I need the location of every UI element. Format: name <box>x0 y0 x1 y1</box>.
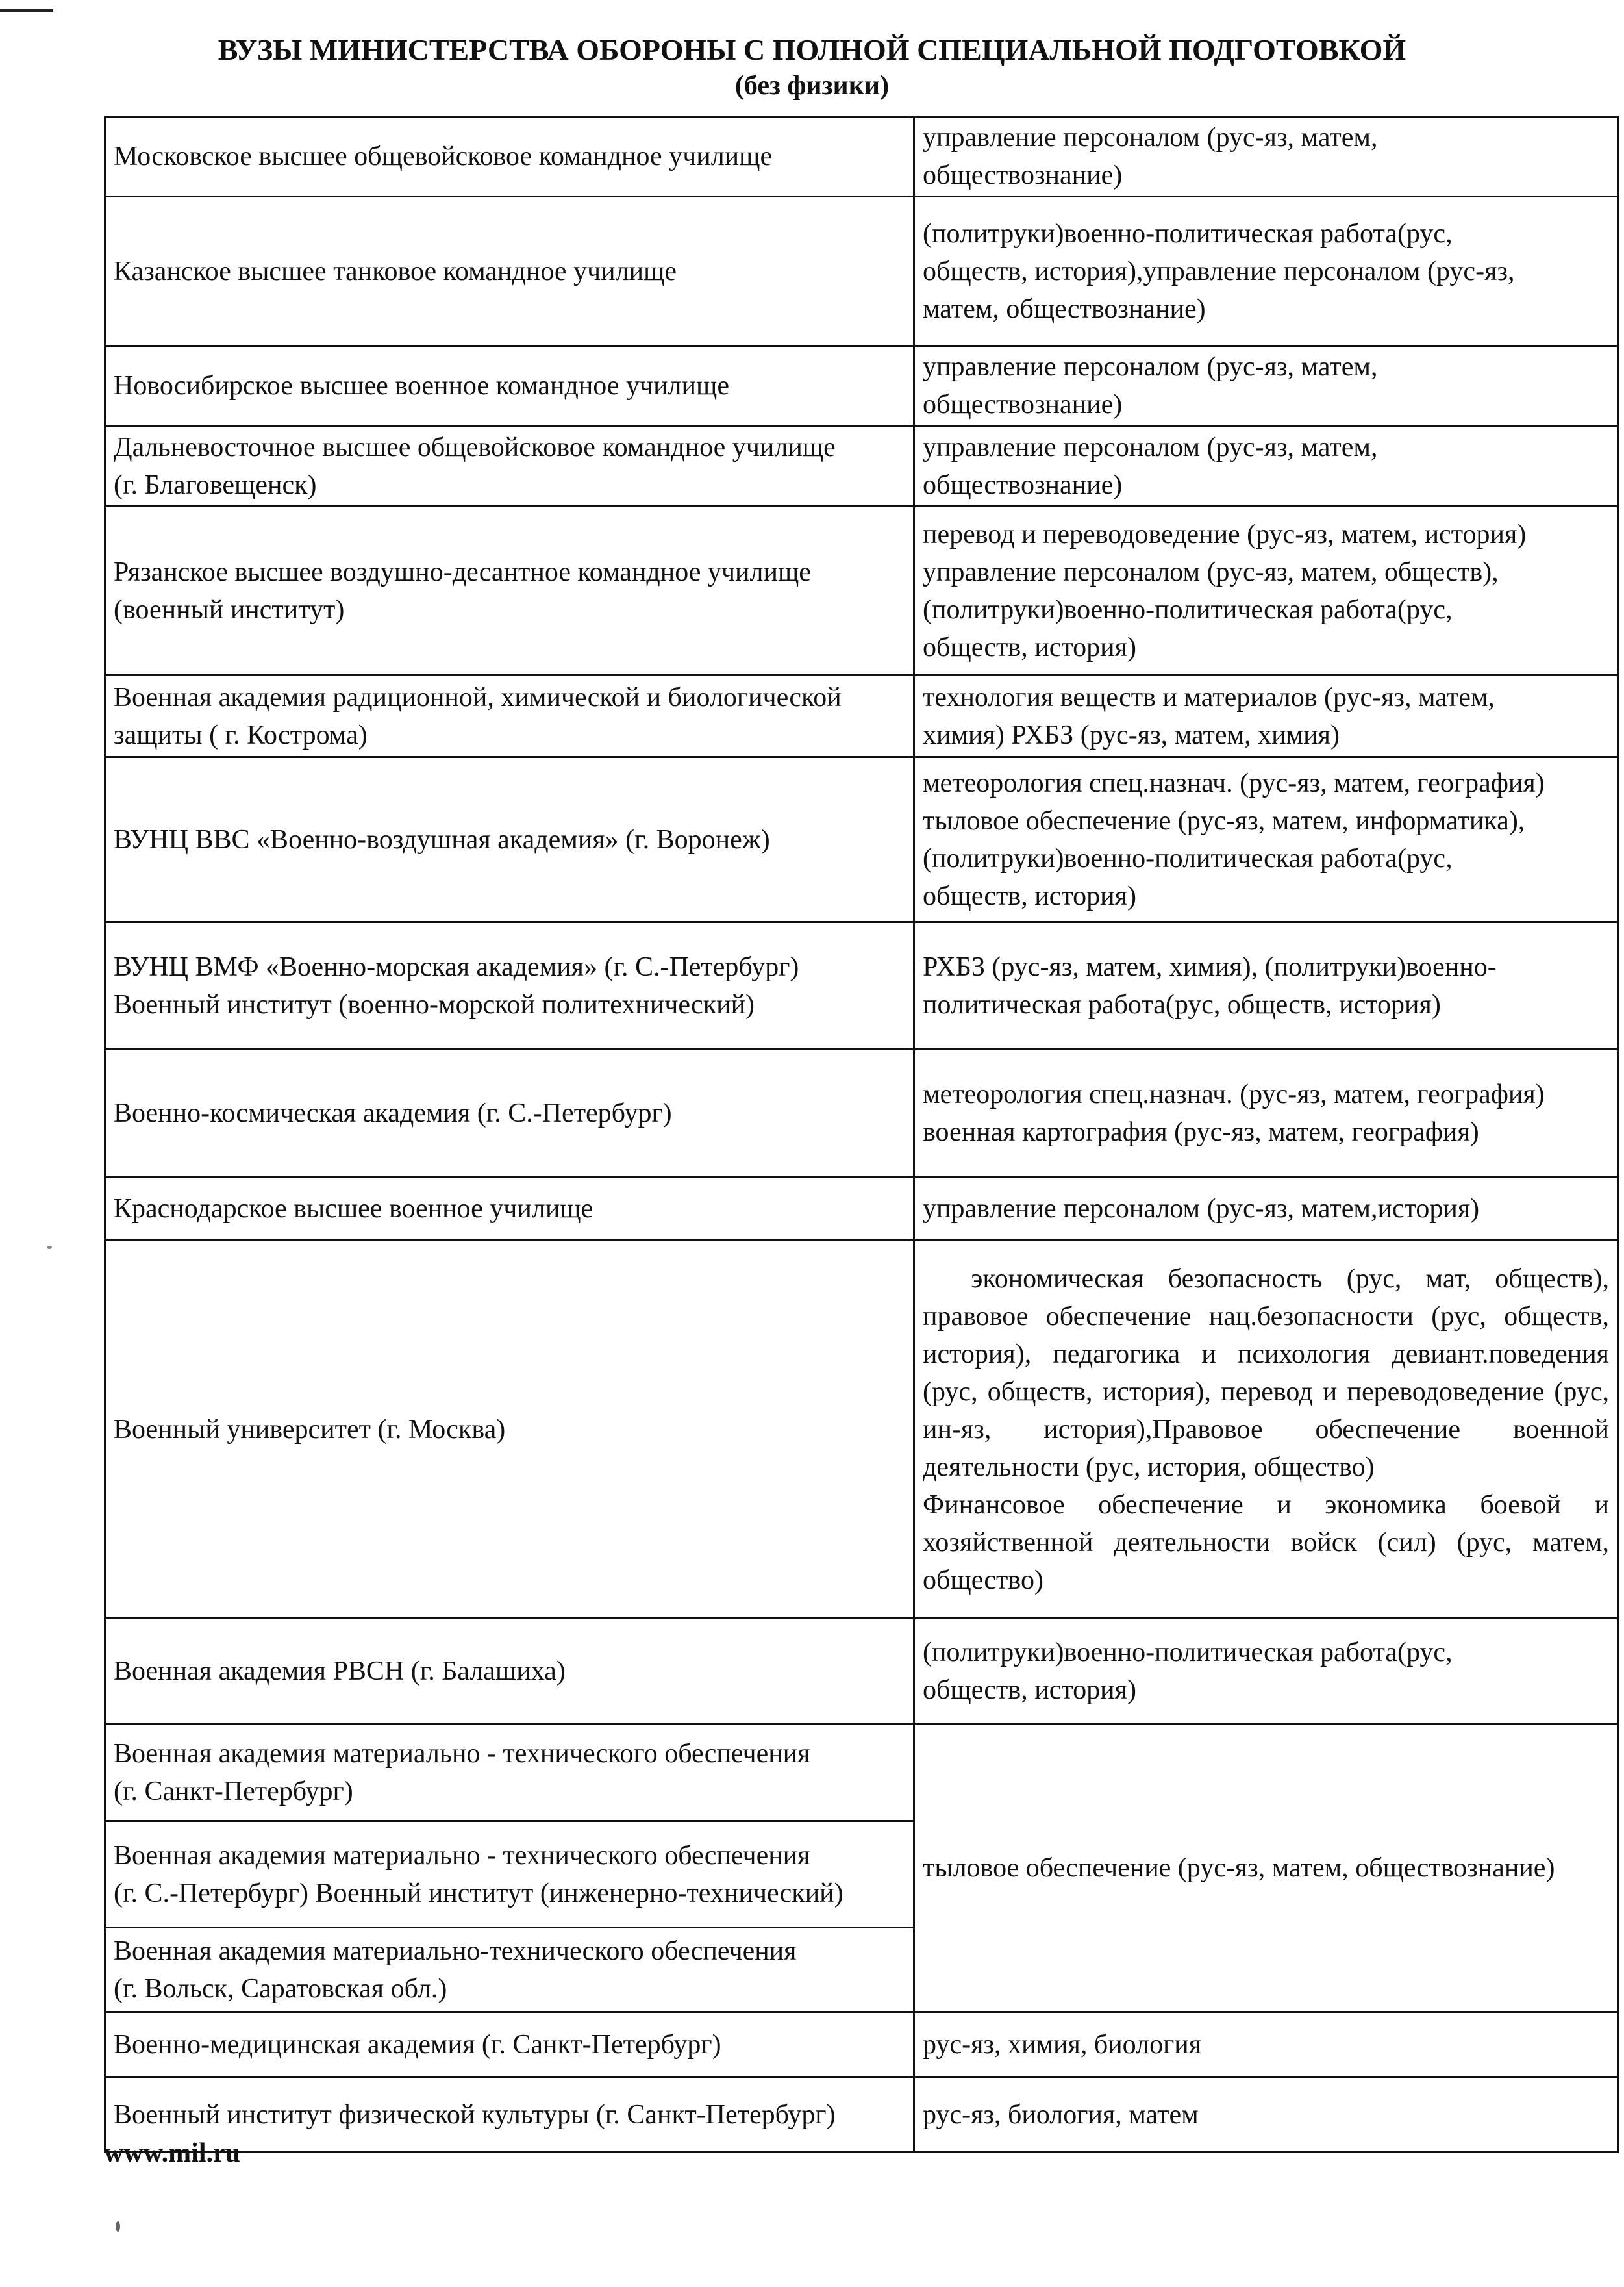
specialty-line: управление персоналом (рус-яз, матем, <box>923 432 1378 462</box>
university-cell <box>105 197 914 346</box>
specialties-cell <box>914 1050 1618 1177</box>
table-row <box>105 1241 1618 1619</box>
table-row <box>105 2077 1618 2153</box>
specialties-cell <box>914 2012 1618 2077</box>
table-row <box>105 507 1618 676</box>
table-row <box>105 676 1618 757</box>
university-cell <box>105 1724 914 1821</box>
specialty-line: политическая работа(рус, обществ, история) <box>923 989 1441 1020</box>
university-name: Военная академия материально-технического обеспечения <box>114 1936 797 1966</box>
specialties-cell-merged <box>914 1724 1618 2012</box>
specialty-line: управление персоналом (рус-яз, матем, <box>923 123 1378 153</box>
university-name: Военный институт физической культуры (г. Санкт-Петербург) <box>114 2099 836 2130</box>
university-name: Военный институт (военно-морской политехнический) <box>114 989 755 1020</box>
specialty-line: обществ, история),управление персоналом (рус-яз, <box>923 256 1515 286</box>
table-row <box>105 346 1618 426</box>
university-cell <box>105 426 914 507</box>
university-cell <box>105 1241 914 1619</box>
university-cell <box>105 117 914 197</box>
specialty-line: метеорология спец.назнач. (рус-яз, матем, география) <box>923 768 1545 798</box>
specialties-cell <box>914 197 1618 346</box>
university-name: Военно-космическая академия (г. С.-Петербург) <box>114 1098 672 1128</box>
university-name: Рязанское высшее воздушно-десантное командное училище <box>114 557 811 587</box>
specialty-line: обществознание) <box>923 160 1123 190</box>
university-cell <box>105 1619 914 1724</box>
specialty-line: химия) РХБЗ (рус-яз, матем, химия) <box>923 720 1340 750</box>
university-name: Краснодарское высшее военное училище <box>114 1193 593 1224</box>
university-cell <box>105 1928 914 2012</box>
specialty-line: управление персоналом (рус-яз, матем, обществ), <box>923 557 1499 587</box>
specialty-line: военная картография (рус-яз, матем, география) <box>923 1117 1479 1147</box>
university-city: (г. С.-Петербург) Военный институт (инженерно-технический) <box>114 1878 843 1908</box>
specialty-line: управление персоналом (рус-яз, матем, <box>923 352 1378 382</box>
specialties-cell <box>914 1619 1618 1724</box>
university-city: (военный институт) <box>114 594 345 625</box>
specialty-line: метеорология спец.назнач. (рус-яз, матем, география) <box>923 1079 1545 1109</box>
university-name: Военно-медицинская академия (г. Санкт-Петербург) <box>114 2029 721 2060</box>
university-name: Московское высшее общевойсковое командное училище <box>114 142 773 171</box>
university-name: Военная академия материально - технического обеспечения <box>114 1840 810 1871</box>
table-row <box>105 1050 1618 1177</box>
university-cell <box>105 507 914 676</box>
table-row <box>105 426 1618 507</box>
specialty-line: управление персоналом (рус-яз, матем,история) <box>923 1193 1480 1224</box>
university-name: Дальневосточное высшее общевойсковое командное училище <box>114 432 836 462</box>
table-row <box>105 1724 1618 1821</box>
page-title: ВУЗЫ МИНИСТЕРСТВА ОБОРОНЫ С ПОЛНОЙ СПЕЦИАЛЬНОЙ ПОДГОТОВКОЙ <box>218 33 1406 66</box>
specialties-cell <box>914 507 1618 676</box>
table-row <box>105 757 1618 922</box>
university-name: Военный университет (г. Москва) <box>114 1414 506 1445</box>
specialty-line: (политруки)военно-политическая работа(рус, <box>923 594 1453 625</box>
scan-speck <box>116 2221 120 2232</box>
university-cell <box>105 676 914 757</box>
specialty-line: матем, обществознание) <box>923 294 1206 324</box>
university-name: Казанское высшее танковое командное училище <box>114 256 677 286</box>
specialty-line: РХБЗ (рус-яз, матем, химия), (политруки)военно- <box>923 952 1497 982</box>
specialty-line: рус-яз, биология, матем <box>923 2099 1199 2130</box>
table-row <box>105 197 1618 346</box>
specialties-cell <box>914 426 1618 507</box>
university-cell <box>105 1177 914 1241</box>
specialty-line: (политруки)военно-политическая работа(рус, <box>923 1637 1453 1667</box>
specialty-line: обществ, история) <box>923 1674 1136 1705</box>
university-name: Военная академия РВСН (г. Балашиха) <box>114 1656 566 1686</box>
specialty-line: технология веществ и материалов (рус-яз, матем, <box>923 682 1495 713</box>
page-subtitle: (без физики) <box>734 71 890 101</box>
university-name: Новосибирское высшее военное командное училище <box>114 371 729 401</box>
university-name: ВУНЦ ВМФ «Военно-морская академия» (г. С.-Петербург) <box>114 952 799 982</box>
university-name: Военная академия радиционной, химической и биологической <box>114 682 842 713</box>
specialties-cell <box>914 757 1618 922</box>
specialties-cell <box>914 676 1618 757</box>
table-row <box>105 117 1618 197</box>
specialty-line: обществ, история) <box>923 632 1136 663</box>
table-row <box>105 922 1618 1050</box>
specialties-cell <box>914 346 1618 426</box>
specialty-line: рус-яз, химия, биология <box>923 2029 1202 2060</box>
specialties-cell <box>914 922 1618 1050</box>
university-city: (г. Санкт-Петербург) <box>114 1776 353 1806</box>
specialty-line: перевод и переводоведение (рус-яз, матем, история) <box>923 519 1527 550</box>
university-cell <box>105 346 914 426</box>
university-cell <box>105 757 914 922</box>
university-cell <box>105 1050 914 1177</box>
table-row <box>105 2012 1618 2077</box>
university-city: (г. Вольск, Саратовская обл.) <box>114 1973 447 2004</box>
university-cell <box>105 2012 914 2077</box>
footer-url: www.mil.ru <box>104 2138 240 2168</box>
specialty-paragraph: экономическая безопасность (рус, мат, обществ), правовое обеспечение нац.безопасности (рус, обществ, история), педагогика и психология девиант.поведения (рус, обществ, история), перевод и переводоведение (рус, ин-яз, история),Правовое обеспечение военной деятельности (рус, история, общество) <box>923 1263 1616 1482</box>
specialties-cell <box>914 117 1618 197</box>
table-row <box>105 1177 1618 1241</box>
specialty-line: (политруки)военно-политическая работа(рус, <box>923 843 1453 874</box>
specialty-line: обществ, история) <box>923 881 1136 911</box>
specialties-cell <box>914 2077 1618 2153</box>
specialty-line: тыловое обеспечение (рус-яз, матем, обществознание) <box>923 1852 1555 1883</box>
scan-edge-mark <box>0 9 53 12</box>
specialties-cell <box>914 1177 1618 1241</box>
table-row <box>105 1619 1618 1724</box>
specialty-line: обществознание) <box>923 390 1123 420</box>
scan-speck <box>47 1246 52 1249</box>
specialty-paragraph: Финансовое обеспечение и экономика боевой и хозяйственной деятельности войск (сил) (рус, матем, общество) <box>923 1489 1609 1595</box>
university-name: Военная академия материально - технического обеспечения <box>114 1738 810 1769</box>
specialty-line: (политруки)военно-политическая работа(рус, <box>923 218 1453 249</box>
university-cell <box>105 1821 914 1928</box>
university-cell <box>105 922 914 1050</box>
university-name: ВУНЦ ВВС «Военно-воздушная академия» (г. Воронеж) <box>114 824 770 855</box>
specialty-line: обществознание) <box>923 470 1123 500</box>
universities-table <box>104 116 1619 2153</box>
specialties-cell <box>914 1241 1618 1619</box>
university-city: (г. Благовещенск) <box>114 470 317 500</box>
university-city: защиты ( г. Кострома) <box>114 720 368 750</box>
specialty-line: тыловое обеспечение (рус-яз, матем, информатика), <box>923 805 1525 836</box>
